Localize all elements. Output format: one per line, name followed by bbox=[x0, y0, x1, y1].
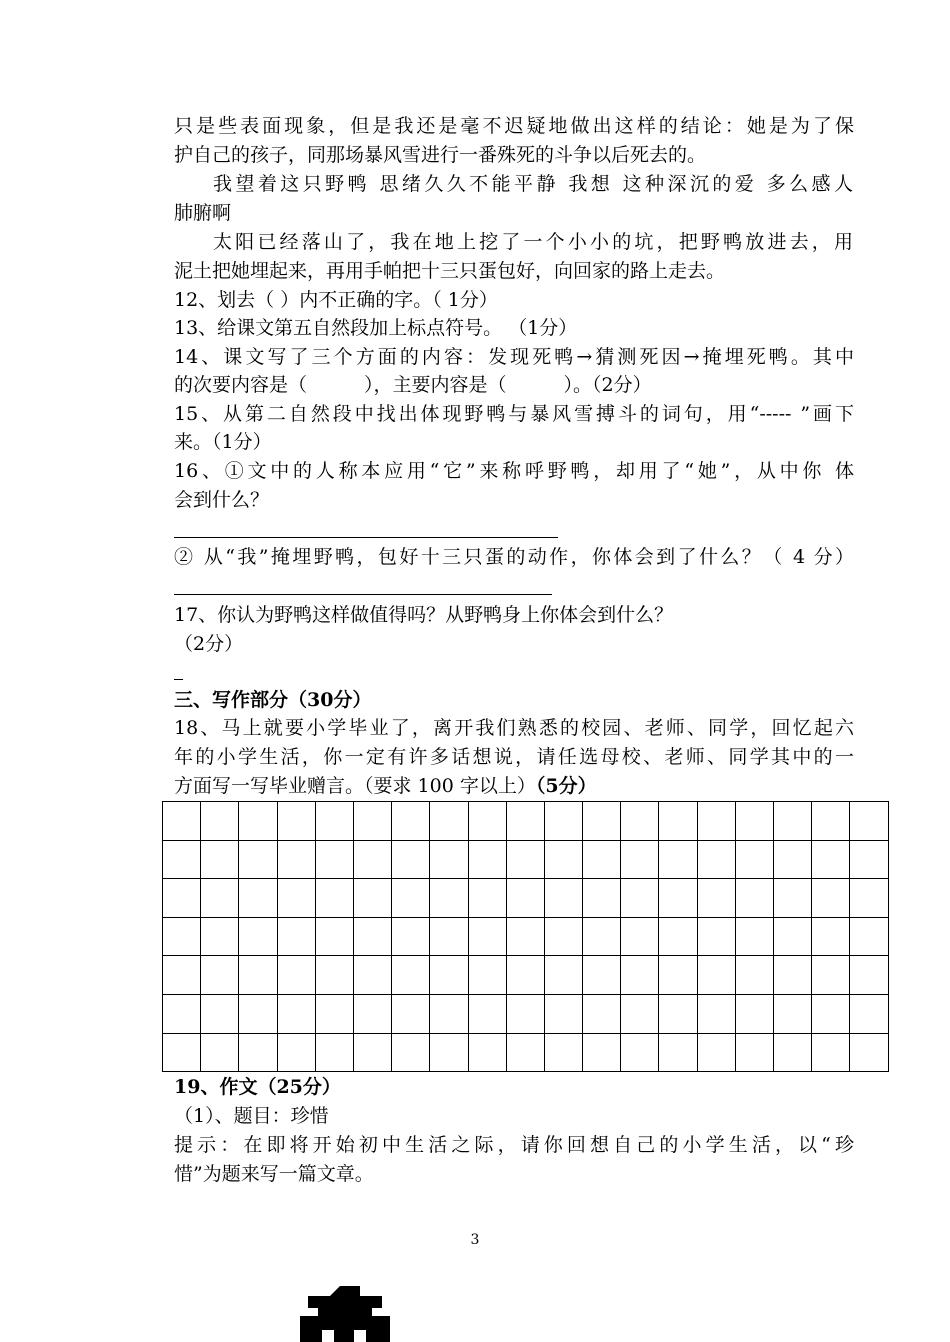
passage-line: 只是些表面现象，但是我还是毫不迟疑地做出这样的结论：她是为了保 bbox=[174, 115, 854, 137]
grid-cell[interactable] bbox=[239, 994, 277, 1033]
grid-cell[interactable] bbox=[850, 956, 888, 995]
grid-cell[interactable] bbox=[774, 956, 812, 995]
grid-row bbox=[163, 1033, 889, 1072]
grid-cell[interactable] bbox=[659, 840, 697, 879]
grid-cell[interactable] bbox=[850, 1033, 888, 1072]
question-16: 16、①文中的人称本应用“它”来称呼野鸭，却用了“她”，从中你 体 bbox=[174, 460, 854, 482]
question-19-hint-cont: 惜”为题来写一篇文章。 bbox=[174, 1163, 374, 1185]
grid-cell[interactable] bbox=[659, 802, 697, 841]
grid-cell[interactable] bbox=[659, 1033, 697, 1072]
grid-row bbox=[163, 802, 889, 841]
passage-line: 泥土把她埋起来，再用手帕把十三只蛋包好，向回家的路上走去。 bbox=[174, 260, 726, 282]
grid-cell[interactable] bbox=[315, 1033, 353, 1072]
grid-cell[interactable] bbox=[392, 956, 430, 995]
grid-cell[interactable] bbox=[621, 917, 659, 956]
grid-cell[interactable] bbox=[850, 994, 888, 1033]
grid-cell[interactable] bbox=[544, 917, 582, 956]
grid-cell[interactable] bbox=[583, 917, 621, 956]
grid-row bbox=[163, 840, 889, 879]
grid-row bbox=[163, 994, 889, 1033]
grid-cell[interactable] bbox=[506, 956, 544, 995]
grid-cell[interactable] bbox=[277, 840, 315, 879]
grid-cell[interactable] bbox=[621, 994, 659, 1033]
grid-cell[interactable] bbox=[468, 802, 506, 841]
ink-blot bbox=[300, 1282, 400, 1342]
grid-cell[interactable] bbox=[392, 840, 430, 879]
grid-cell[interactable] bbox=[277, 917, 315, 956]
grid-cell[interactable] bbox=[201, 994, 239, 1033]
grid-cell[interactable] bbox=[812, 840, 850, 879]
writing-grid[interactable] bbox=[162, 801, 889, 1072]
grid-cell[interactable] bbox=[850, 879, 888, 918]
grid-cell[interactable] bbox=[163, 994, 201, 1033]
grid-cell[interactable] bbox=[353, 879, 391, 918]
grid-cell[interactable] bbox=[506, 879, 544, 918]
grid-cell[interactable] bbox=[315, 956, 353, 995]
grid-cell[interactable] bbox=[506, 994, 544, 1033]
grid-cell[interactable] bbox=[239, 917, 277, 956]
grid-cell[interactable] bbox=[735, 1033, 773, 1072]
grid-cell[interactable] bbox=[506, 840, 544, 879]
grid-cell[interactable] bbox=[697, 879, 735, 918]
question-15: 15、从第二自然段中找出体现野鸭与暴风雪搏斗的词句，用“----- ”画下 bbox=[174, 403, 854, 425]
grid-cell[interactable] bbox=[277, 956, 315, 995]
grid-cell[interactable] bbox=[353, 1033, 391, 1072]
grid-cell[interactable] bbox=[621, 840, 659, 879]
grid-cell[interactable] bbox=[659, 879, 697, 918]
question-18-cont bbox=[174, 772, 854, 801]
question-16-part2: ② 从“我”掩埋野鸭，包好十三只蛋的动作，你体会到了什么？（ 4 分） bbox=[174, 546, 854, 568]
grid-cell[interactable] bbox=[735, 994, 773, 1033]
grid-cell[interactable] bbox=[697, 840, 735, 879]
grid-cell[interactable] bbox=[163, 1033, 201, 1072]
grid-cell[interactable] bbox=[544, 840, 582, 879]
grid-cell[interactable] bbox=[277, 879, 315, 918]
question-18-cont: 年的小学生活，你一定有许多话想说，请任选母校、老师、同学其中的一 bbox=[174, 746, 854, 768]
grid-cell[interactable] bbox=[850, 917, 888, 956]
passage-line: 我望着这只野鸭 思绪久久不能平静 我想 这种深沉的爱 多么感人 bbox=[213, 173, 853, 195]
grid-cell[interactable] bbox=[430, 1033, 468, 1072]
answer-line[interactable] bbox=[174, 537, 558, 538]
passage-line: 肺腑啊 bbox=[174, 202, 232, 224]
grid-cell[interactable] bbox=[239, 879, 277, 918]
grid-cell[interactable] bbox=[239, 1033, 277, 1072]
grid-cell[interactable] bbox=[315, 879, 353, 918]
answer-line[interactable] bbox=[174, 594, 552, 595]
grid-cell[interactable] bbox=[621, 956, 659, 995]
question-18: 18、马上就要小学毕业了，离开我们熟悉的校园、老师、同学，回忆起六 bbox=[174, 717, 854, 739]
grid-cell[interactable] bbox=[544, 879, 582, 918]
section-title: 三、写作部分（30分） bbox=[174, 689, 372, 711]
grid-cell[interactable] bbox=[506, 917, 544, 956]
grid-cell[interactable] bbox=[392, 879, 430, 918]
question-14: 14、课文写了三个方面的内容：发现死鸭→猜测死因→掩埋死鸭。其中 bbox=[174, 346, 854, 368]
grid-cell[interactable] bbox=[201, 879, 239, 918]
grid-cell[interactable] bbox=[544, 802, 582, 841]
grid-cell[interactable] bbox=[277, 1033, 315, 1072]
answer-line[interactable] bbox=[174, 679, 183, 680]
grid-cell[interactable] bbox=[735, 917, 773, 956]
grid-cell[interactable] bbox=[812, 879, 850, 918]
grid-cell[interactable] bbox=[583, 994, 621, 1033]
grid-cell[interactable] bbox=[430, 994, 468, 1033]
question-17-cont: （2分） bbox=[174, 633, 244, 655]
grid-cell[interactable] bbox=[697, 917, 735, 956]
grid-cell[interactable] bbox=[506, 1033, 544, 1072]
grid-row bbox=[163, 879, 889, 918]
grid-cell[interactable] bbox=[201, 917, 239, 956]
grid-cell[interactable] bbox=[201, 956, 239, 995]
grid-cell[interactable] bbox=[315, 840, 353, 879]
grid-cell[interactable] bbox=[850, 802, 888, 841]
grid-cell[interactable] bbox=[774, 879, 812, 918]
grid-cell[interactable] bbox=[697, 802, 735, 841]
grid-cell[interactable] bbox=[735, 840, 773, 879]
grid-cell[interactable] bbox=[163, 840, 201, 879]
grid-cell[interactable] bbox=[468, 917, 506, 956]
grid-cell[interactable] bbox=[201, 802, 239, 841]
grid-cell[interactable] bbox=[583, 1033, 621, 1072]
page-number: 3 bbox=[470, 1232, 480, 1248]
grid-cell[interactable] bbox=[315, 917, 353, 956]
grid-cell[interactable] bbox=[201, 840, 239, 879]
grid-cell[interactable] bbox=[353, 956, 391, 995]
grid-cell[interactable] bbox=[812, 994, 850, 1033]
grid-cell[interactable] bbox=[774, 917, 812, 956]
grid-cell[interactable] bbox=[430, 956, 468, 995]
grid-cell[interactable] bbox=[353, 802, 391, 841]
grid-cell[interactable] bbox=[163, 956, 201, 995]
grid-cell[interactable] bbox=[735, 879, 773, 918]
grid-cell[interactable] bbox=[544, 994, 582, 1033]
grid-cell[interactable] bbox=[812, 1033, 850, 1072]
grid-cell[interactable] bbox=[812, 917, 850, 956]
grid-cell[interactable] bbox=[812, 956, 850, 995]
grid-cell[interactable] bbox=[163, 917, 201, 956]
passage-line: 太阳已经落山了，我在地上挖了一个小小的坑，把野鸭放进去，用 bbox=[213, 231, 853, 253]
question-19: 19、作文（25分） bbox=[174, 1076, 341, 1098]
grid-cell[interactable] bbox=[774, 840, 812, 879]
grid-cell[interactable] bbox=[392, 802, 430, 841]
grid-cell[interactable] bbox=[583, 956, 621, 995]
question-14-cont: 的次要内容是（ ），主要内容是（ ）。（2分） bbox=[174, 374, 652, 396]
grid-cell[interactable] bbox=[468, 956, 506, 995]
grid-cell[interactable] bbox=[353, 994, 391, 1033]
grid-cell[interactable] bbox=[468, 879, 506, 918]
grid-cell[interactable] bbox=[277, 802, 315, 841]
grid-cell[interactable] bbox=[583, 802, 621, 841]
grid-cell[interactable] bbox=[430, 840, 468, 879]
grid-cell[interactable] bbox=[392, 917, 430, 956]
grid-cell[interactable] bbox=[201, 1033, 239, 1072]
grid-cell[interactable] bbox=[697, 1033, 735, 1072]
grid-cell[interactable] bbox=[735, 956, 773, 995]
grid-row bbox=[163, 956, 889, 995]
grid-cell[interactable] bbox=[774, 1033, 812, 1072]
grid-cell[interactable] bbox=[735, 802, 773, 841]
grid-cell[interactable] bbox=[239, 840, 277, 879]
question-17: 17、你认为野鸭这样做值得吗？从野鸭身上你体会到什么？ bbox=[174, 604, 674, 626]
grid-cell[interactable] bbox=[392, 1033, 430, 1072]
grid-cell[interactable] bbox=[277, 994, 315, 1033]
grid-cell[interactable] bbox=[163, 879, 201, 918]
grid-cell[interactable] bbox=[659, 917, 697, 956]
grid-cell[interactable] bbox=[430, 917, 468, 956]
grid-cell[interactable] bbox=[392, 994, 430, 1033]
grid-cell[interactable] bbox=[850, 840, 888, 879]
grid-cell[interactable] bbox=[774, 994, 812, 1033]
grid-cell[interactable] bbox=[697, 956, 735, 995]
grid-cell[interactable] bbox=[353, 840, 391, 879]
grid-cell[interactable] bbox=[812, 802, 850, 841]
grid-cell[interactable] bbox=[468, 840, 506, 879]
grid-cell[interactable] bbox=[239, 802, 277, 841]
grid-cell[interactable] bbox=[621, 879, 659, 918]
question-18-requirement: 方面写一写毕业赠言。（要求 100 字以上） bbox=[174, 775, 536, 797]
grid-cell[interactable] bbox=[583, 840, 621, 879]
grid-cell[interactable] bbox=[163, 802, 201, 841]
grid-cell[interactable] bbox=[774, 802, 812, 841]
grid-cell[interactable] bbox=[430, 879, 468, 918]
grid-row bbox=[163, 917, 889, 956]
question-19-topic: （1）、题目：珍惜 bbox=[174, 1105, 329, 1127]
question-15-cont: 来。（1分） bbox=[174, 431, 272, 453]
grid-cell[interactable] bbox=[506, 802, 544, 841]
grid-cell[interactable] bbox=[583, 879, 621, 918]
question-13: 13、给课文第五自然段加上标点符号。 （1分） bbox=[174, 317, 578, 339]
grid-cell[interactable] bbox=[353, 917, 391, 956]
passage-line: 护自己的孩子，同那场暴风雪进行一番殊死的斗争以后死去的。 bbox=[174, 144, 707, 166]
grid-cell[interactable] bbox=[468, 1033, 506, 1072]
grid-cell[interactable] bbox=[659, 994, 697, 1033]
grid-cell[interactable] bbox=[430, 802, 468, 841]
question-16-cont: 会到什么？ bbox=[174, 489, 270, 511]
grid-cell[interactable] bbox=[544, 1033, 582, 1072]
grid-cell[interactable] bbox=[621, 1033, 659, 1072]
grid-cell[interactable] bbox=[468, 994, 506, 1033]
grid-cell[interactable] bbox=[239, 956, 277, 995]
grid-cell[interactable] bbox=[621, 802, 659, 841]
question-12: 12、划去（ ）内不正确的字。（ 1分） bbox=[174, 289, 498, 311]
grid-cell[interactable] bbox=[544, 956, 582, 995]
grid-cell[interactable] bbox=[315, 802, 353, 841]
grid-cell[interactable] bbox=[697, 994, 735, 1033]
grid-cell[interactable] bbox=[315, 994, 353, 1033]
question-18-score: （5分） bbox=[535, 775, 597, 797]
grid-cell[interactable] bbox=[659, 956, 697, 995]
question-19-hint: 提示：在即将开始初中生活之际，请你回想自己的小学生活，以“珍 bbox=[174, 1134, 854, 1156]
